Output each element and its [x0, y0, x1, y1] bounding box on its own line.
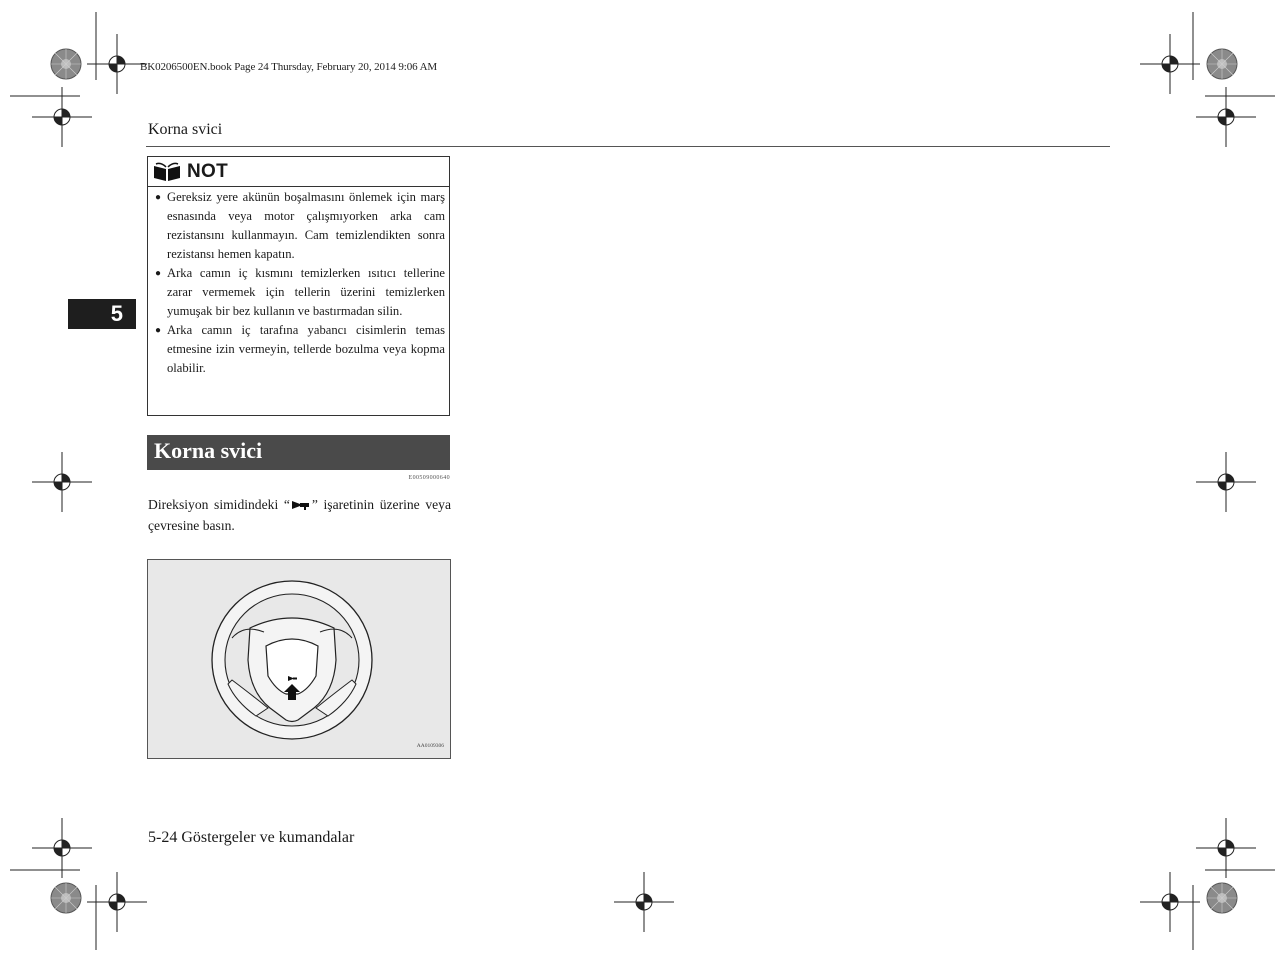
- note-item: [154, 321, 445, 378]
- note-item: [154, 188, 445, 264]
- registration-target-icon: [1196, 818, 1256, 878]
- body-text-start: Direksiyon simidindeki “: [148, 497, 290, 512]
- registration-disc-icon: [1207, 883, 1237, 913]
- horn-icon: [291, 499, 311, 511]
- note-item: [154, 264, 445, 321]
- registration-target-icon: [32, 452, 92, 512]
- figure-code: AA0109306: [416, 743, 444, 749]
- registration-target-icon: [1140, 872, 1200, 932]
- bullet-icon: ●: [155, 325, 162, 336]
- registration-disc-icon: [1207, 49, 1237, 79]
- note-item-text: Arka camın iç kısmını temizlerken ısıtıcı tellerine zarar vermemek için tellerin üzerini temizlerken yumuşak bir bez kullanın ve bastırmadan silin.: [167, 266, 445, 318]
- registration-target-icon: [1140, 34, 1200, 94]
- note-list: [154, 188, 445, 378]
- section-code: E00509000640: [408, 475, 450, 481]
- registration-disc-icon: [51, 49, 81, 79]
- bullet-icon: ●: [155, 192, 162, 203]
- header-rule: [146, 146, 1110, 147]
- print-info: BK0206500EN.book Page 24 Thursday, February 20, 2014 9:06 AM: [140, 61, 438, 73]
- note-item-text: Gereksiz yere akünün boşalmasını önlemek için marş esnasında veya motor çalışmıyorken arka cam rezistansını kullanmayın. Cam temizlendikten sonra rezistansı hemen kapatın.: [167, 190, 445, 261]
- section-body: [148, 494, 451, 536]
- page-footer: 5-24 Göstergeler ve kumandalar: [148, 829, 355, 846]
- running-header: Korna svici: [148, 121, 223, 138]
- chapter-tab: 5: [68, 299, 136, 329]
- steering-wheel-illustration: [148, 560, 450, 758]
- steering-wheel-figure: [147, 559, 451, 759]
- registration-target-icon: [1196, 452, 1256, 512]
- bullet-icon: ●: [155, 268, 162, 279]
- section-heading-bar: [147, 435, 450, 470]
- body-text-end: ” işaretinin üzerine veya çevresine basın.: [148, 497, 451, 533]
- note-box: [147, 156, 450, 416]
- note-title: NOT: [187, 161, 229, 182]
- note-header: [152, 161, 228, 183]
- note-divider: [148, 186, 449, 187]
- open-book-icon: [152, 162, 182, 182]
- registration-disc-icon: [51, 883, 81, 913]
- registration-target-icon: [614, 872, 674, 932]
- registration-target-icon: [32, 818, 92, 878]
- note-item-text: Arka camın iç tarafına yabancı cisimlerin temas etmesine izin vermeyin, tellerde bozulma veya kopma olabilir.: [167, 323, 445, 375]
- section-title: Korna svici: [154, 438, 263, 463]
